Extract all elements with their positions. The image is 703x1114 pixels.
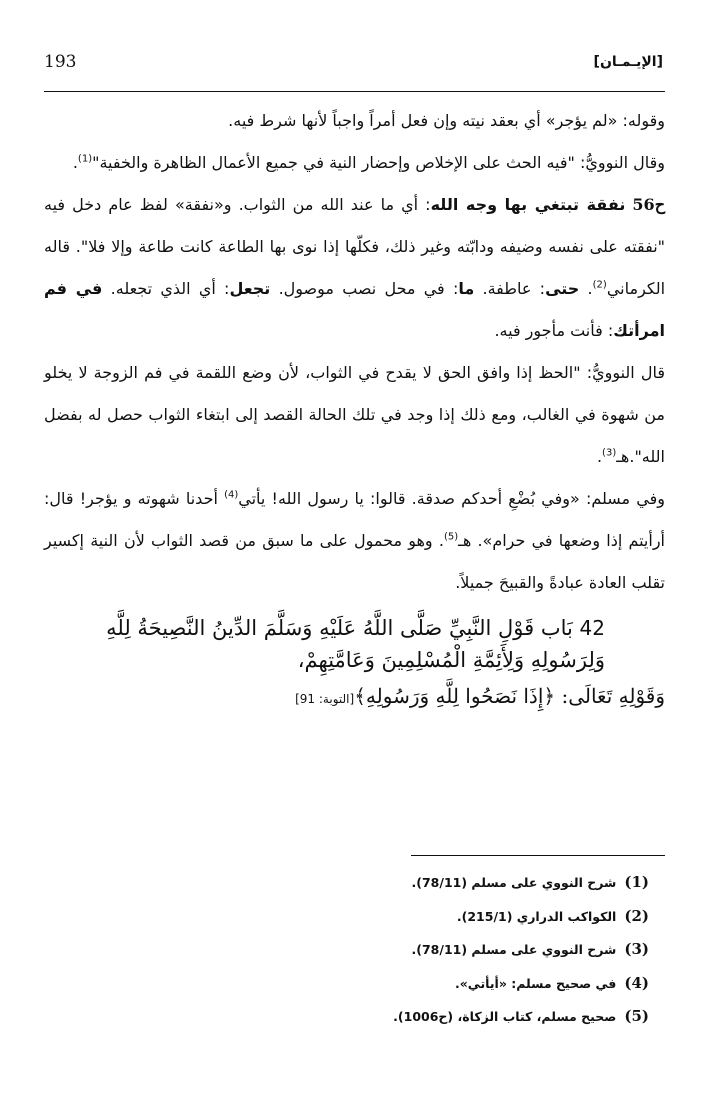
running-head: [الإيـمـان] xyxy=(593,54,663,70)
lemma-heading: ما xyxy=(458,279,475,298)
chapter-number: 42 xyxy=(579,616,605,640)
paragraph-text: وفي مسلم: «وفي بُضْعِ أحدكم صدقة. قالوا: يا رسول الله! يأتي xyxy=(238,489,666,508)
paragraph-text: قال النوويُّ: "الحظ إذا وافق الحق لا يقدح في الثواب، لأن وضع اللقمة في فم الزوجة لا يخلو من شهوة في الغالب، ومع ذلك إذا وجد في تلك الحالة القصد إلى ابتغاء الثواب حصل له بفضل الله".هـ xyxy=(44,363,665,466)
page-number: 193 xyxy=(44,52,77,72)
footnote-number: (5) xyxy=(624,1007,649,1025)
paragraph-4: قال النوويُّ: "الحظ إذا وافق الحق لا يقدح في الثواب، لأن وضع اللقمة في فم الزوجة لا يخلو من شهوة في الغالب، ومع ذلك إذا وجد في تلك الحالة القصد إلى ابتغاء الثواب حصل له بفضل الله".هـ$^{(3)}$. xyxy=(44,363,665,466)
footnote-ref: (2) xyxy=(592,279,607,291)
header-divider xyxy=(44,91,665,92)
footnote-number: (2) xyxy=(624,906,649,925)
paragraph-text: أحدنا شهوته و يؤجر! قال: أرأيتم إذا وضعها في حرام». هـ xyxy=(44,489,666,550)
footnote-text: شرح النووي على مسلم (78/11). xyxy=(411,942,617,957)
footnote-text: صحيح مسلم، كتاب الزكاة، (ح1006). xyxy=(393,1009,617,1024)
page-header xyxy=(44,52,665,86)
paragraph-text: : أي الذي تجعله. xyxy=(110,279,230,298)
paragraph-text: : أي ما عند الله من الثواب. و«نفقة» لفظ عام دخل فيه "نفقته على نفسه وضيفه ودابّته وغير ذلك، فكلّها إذا نوى بها الطاعة كانت طاعة وإلا فلا". قاله الكرماني xyxy=(44,195,666,298)
footnote-text: في صحيح مسلم: «أيأتي». xyxy=(454,975,617,991)
footnote-ref: (4) xyxy=(224,489,239,501)
paragraph-5 xyxy=(44,478,665,604)
footnote-ref: (3) xyxy=(602,447,617,459)
footnote-ref: (1) xyxy=(77,153,93,165)
footnote-number: (1) xyxy=(624,873,649,891)
paragraph-text: : في محل نصب موصول. xyxy=(278,279,459,298)
paragraph-text: : عاطفة. xyxy=(482,279,546,298)
footnote-number: (4) xyxy=(624,973,649,992)
lemma-heading: في فم امرأتك xyxy=(44,279,665,340)
main-text xyxy=(44,100,665,719)
footnote-text: شرح النووي على مسلم (78/11). xyxy=(411,875,617,890)
verse-reference: [التوبة: 91] xyxy=(295,692,355,706)
footnote xyxy=(44,900,649,934)
footnote xyxy=(44,933,649,967)
paragraph-1 xyxy=(44,100,665,142)
chapter-heading xyxy=(44,612,665,676)
chapter-title: بَاب قَوْلِ النَّبِيِّ صَلَّى اللَّهُ عَلَيْهِ وَسَلَّمَ الدِّينُ النَّصِيحَةُ لِلَّهِ وَلِرَسُولِهِ وَلِأَئِمَّةِ الْمُسْلِمِينَ وَعَامَّتِهِمْ، xyxy=(106,616,605,672)
footnote xyxy=(44,967,649,1001)
paragraph-3: ح56 نفقة تبتغي بها وجه الله: أي ما عند الله من الثواب. و«نفقة» لفظ عام دخل فيه "نفقته على نفسه وضيفه ودابّته وغير ذلك، فكلّها إذا نوى بها الطاعة كانت طاعة وإلا فلا". قاله الكرماني$^{(2)}$. حتى: عاطفة. ما: في محل نصب موصول. تجعل: أي الذي تجعله. في فم امرأتك: فأنت مأجور فيه. xyxy=(44,195,666,340)
footnote-divider xyxy=(411,855,665,856)
lemma-heading: حتى xyxy=(545,279,580,298)
footnotes xyxy=(44,866,649,1034)
lemma-heading: نفقة تبتغي بها وجه الله xyxy=(430,195,626,214)
footnote-ref: (5) xyxy=(443,531,459,543)
lemma-heading: تجعل xyxy=(229,279,271,298)
footnote xyxy=(44,1000,649,1034)
footnote-text: الكواكب الدراري (215/1). xyxy=(456,908,617,924)
verse-text: وَقَوْلِهِ تَعَالَى: ﴿إِذَا نَصَحُوا لِلَّهِ وَرَسُولِهِ﴾ xyxy=(354,684,665,708)
hadith-number: ح56 xyxy=(632,195,666,214)
footnote xyxy=(44,866,649,900)
paragraph-text: . وهو محمول على ما سبق من قصد الثواب لأن النية إكسير تقلب العادة عبادةً والقبيحَ جميلاً. xyxy=(44,531,665,592)
paragraph-text: وقوله: «لم يؤجر» أي بعقد نيته وإن فعل أمراً واجباً لأنها شرط فيه. xyxy=(228,111,665,130)
quran-verse xyxy=(44,676,665,719)
paragraph-text: : فأنت مأجور فيه. xyxy=(494,321,614,340)
paragraph-2: وقال النوويُّ: "فيه الحث على الإخلاص وإحضار النية في جميع الأعمال الظاهرة والخفية"$^{(1)}$. xyxy=(72,153,665,172)
footnote-number: (3) xyxy=(624,940,649,958)
paragraph-text: وقال النوويُّ: "فيه الحث على الإخلاص وإحضار النية في جميع الأعمال الظاهرة والخفية" xyxy=(92,153,665,172)
